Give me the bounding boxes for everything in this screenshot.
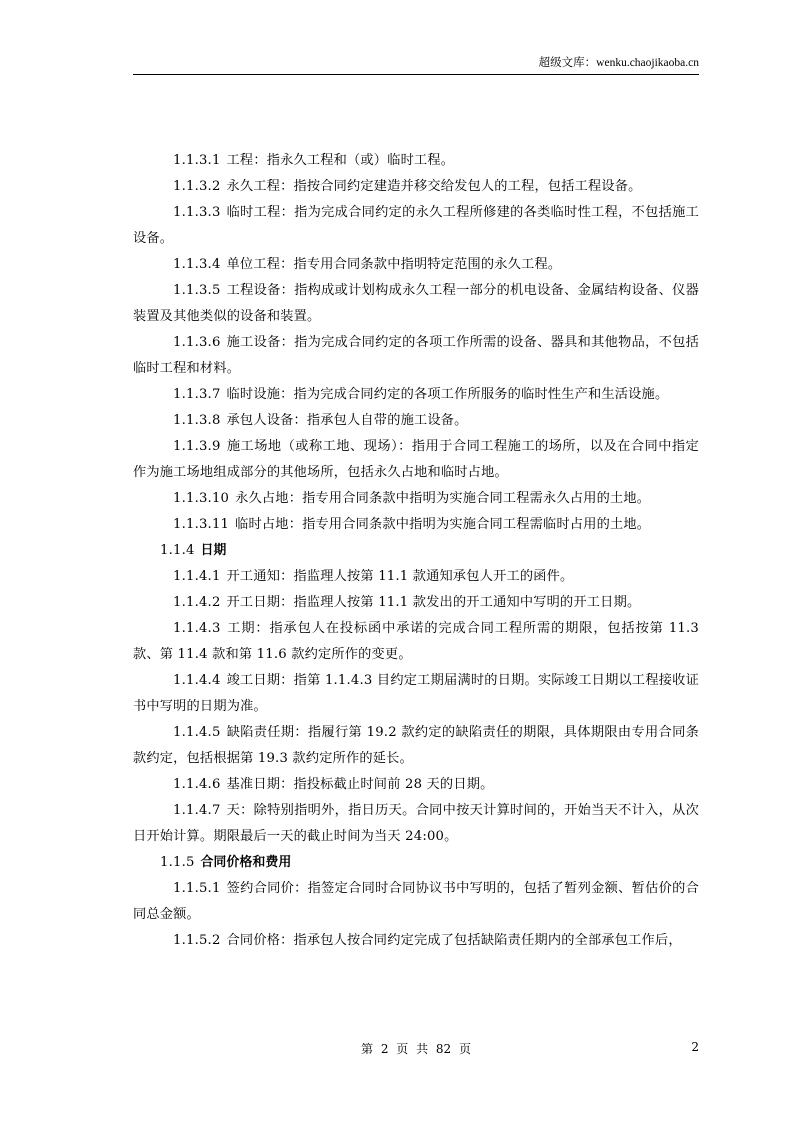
section-heading-contract-price: 1.1.5 合同价格和费用 — [160, 855, 292, 870]
clause-1-1-4-5: 1.1.4.5 缺陷责任期：指履行第 19.2 款约定的缺陷责任的期限，具体期限由专用合同条款约定，包括根据第 19.3 款约定所作的延长。 — [133, 725, 699, 766]
clause-1-1-4-6: 1.1.4.6 基准日期：指投标截止时间前 28 天的日期。 — [173, 777, 494, 792]
page-header — [133, 52, 699, 75]
clause-1-1-3-1: 1.1.3.1 工程：指永久工程和（或）临时工程。 — [173, 153, 455, 168]
clause-1-1-5-2: 1.1.5.2 合同价格：指承包人按合同约定完成了包括缺陷责任期内的全部承包工作后， — [173, 933, 682, 948]
page-number: 2 — [691, 1040, 699, 1054]
clause-1-1-3-3: 1.1.3.3 临时工程：指为完成合同约定的永久工程所修建的各类临时性工程，不包括施工设备。 — [133, 205, 699, 246]
clause-1-1-3-11: 1.1.3.11 临时占地：指专用合同条款中指明为实施合同工程需临时占用的土地。 — [173, 517, 651, 532]
clause-1-1-3-5: 1.1.3.5 工程设备：指构成或计划构成永久工程一部分的机电设备、金属结构设备、仪器装置及其他类似的设备和装置。 — [133, 283, 699, 324]
clause-1-1-3-9: 1.1.3.9 施工场地（或称工地、现场）：指用于合同工程施工的场所，以及在合同中指定作为施工场地组成部分的其他场所，包括永久占地和临时占地。 — [133, 439, 699, 480]
clause-1-1-3-4: 1.1.3.4 单位工程：指专用合同条款中指明特定范围的永久工程。 — [173, 257, 562, 272]
clause-1-1-3-8: 1.1.3.8 承包人设备：指承包人自带的施工设备。 — [173, 413, 468, 428]
document-body — [133, 148, 699, 954]
page-count-label: 第 2 页 共 82 页 — [361, 1042, 471, 1056]
clause-1-1-3-6: 1.1.3.6 施工设备：指为完成合同约定的各项工作所需的设备、器具和其他物品，不包括临时工程和材料。 — [133, 335, 699, 376]
clause-1-1-4-1: 1.1.4.1 开工通知：指监理人按第 11.1 款通知承包人开工的函件。 — [173, 569, 574, 584]
clause-1-1-4-7: 1.1.4.7 天：除特别指明外，指日历天。合同中按天计算时间的，开始当天不计入，从次日开始计算。期限最后一天的截止时间为当天 24:00。 — [133, 803, 699, 844]
header-source-text: 超级文库：wenku.chaojikaoba.cn — [538, 57, 699, 69]
clause-1-1-3-2: 1.1.3.2 永久工程：指按合同约定建造并移交给发包人的工程，包括工程设备。 — [173, 179, 642, 194]
clause-1-1-4-3: 1.1.4.3 工期：指承包人在投标函中承诺的完成合同工程所需的期限，包括按第 11.3 款、第 11.4 款和第 11.6 款约定所作的变更。 — [133, 621, 699, 662]
clause-1-1-4-2: 1.1.4.2 开工日期：指监理人按第 11.1 款发出的开工通知中写明的开工日期。 — [173, 595, 641, 610]
clause-1-1-3-10: 1.1.3.10 永久占地：指专用合同条款中指明为实施合同工程需永久占用的土地。 — [173, 491, 651, 506]
section-heading-dates: 1.1.4 日期 — [160, 543, 227, 558]
clause-1-1-4-4: 1.1.4.4 竣工日期：指第 1.1.4.3 目约定工期届满时的日期。实际竣工日期以工程接收证书中写明的日期为准。 — [133, 673, 699, 714]
clause-1-1-3-7: 1.1.3.7 临时设施：指为完成合同约定的各项工作所服务的临时性生产和生活设施。 — [173, 387, 669, 402]
clause-1-1-5-1: 1.1.5.1 签约合同价：指签定合同时合同协议书中写明的，包括了暂列金额、暂估价的合同总金额。 — [133, 881, 699, 922]
